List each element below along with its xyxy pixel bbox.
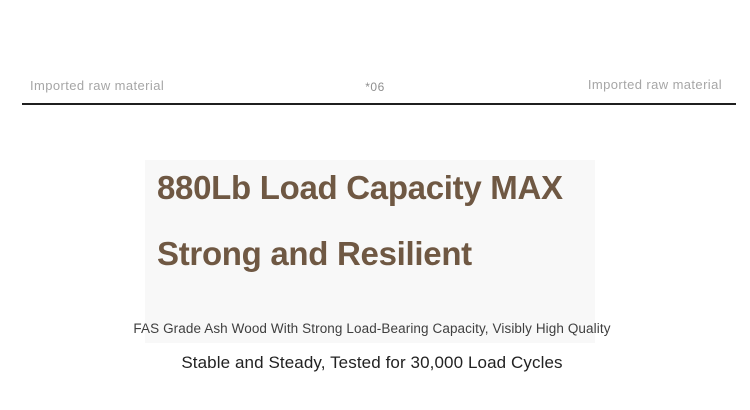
header-divider <box>22 103 736 105</box>
hero-title-line1: 880Lb Load Capacity MAX <box>157 169 563 206</box>
hero-title-line2: Strong and Resilient <box>157 235 472 272</box>
page-number-marker: *06 <box>365 80 385 94</box>
header-left-label: Imported raw material <box>30 78 165 93</box>
hero-subtitle-secondary: Stable and Steady, Tested for 30,000 Load Cycles <box>181 353 563 372</box>
header-right-label: Imported raw material <box>587 77 722 92</box>
hero-subtitle-primary: FAS Grade Ash Wood With Strong Load-Bearing Capacity, Visibly High Quality <box>133 321 611 336</box>
